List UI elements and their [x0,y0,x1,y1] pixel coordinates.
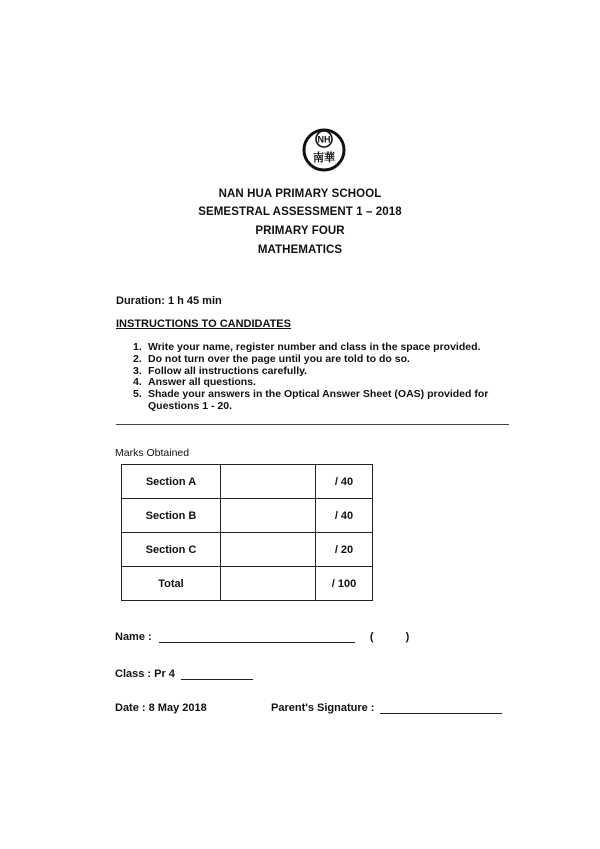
signature-row [271,702,502,714]
instruction-number: 2. [133,352,142,365]
signature-field[interactable] [380,713,502,714]
instruction-number: 1. [133,341,142,353]
instruction-text: Shade your answers in the Optical Answer Sheet (OAS) provided for Questions 1 - 20. [148,388,489,412]
register-number-field[interactable] [377,642,403,643]
class-field[interactable] [181,679,253,680]
instruction-item [133,354,513,366]
signature-label: Parent's Signature : [271,702,375,714]
marks-entry [221,533,316,567]
school-name: NAN HUA PRIMARY SCHOOL [218,188,382,200]
marks-entry [221,567,316,601]
logo-monogram: NH [317,134,331,145]
max-marks: / 40 [316,499,373,533]
name-row [115,631,409,643]
level: PRIMARY FOUR [255,225,345,237]
marks-entry [221,499,316,533]
subject: MATHEMATICS [257,244,343,256]
register-close-paren: ) [405,631,410,643]
marks-entry [221,465,316,499]
max-marks: / 100 [316,567,373,601]
duration: Duration: 1 h 45 min [116,295,222,307]
register-open-paren: ( [369,631,374,643]
marks-table [121,464,373,601]
instruction-number: 5. [133,388,142,401]
max-marks: / 20 [316,533,373,567]
class-label: Class : Pr 4 [115,668,175,680]
assessment-title: SEMESTRAL ASSESSMENT 1 – 2018 [198,206,402,218]
name-label: Name : [115,631,152,643]
table-row [122,465,373,499]
divider [116,424,509,425]
table-row [122,499,373,533]
section-label: Section A [122,465,221,499]
instruction-number: 3. [133,364,142,377]
date-label: Date : 8 May 2018 [115,702,207,714]
instruction-text: Follow all instructions carefully. [148,364,308,377]
instructions-list [133,342,513,413]
section-label: Total [122,567,221,601]
table-row [122,567,373,601]
instructions-title: INSTRUCTIONS TO CANDIDATES [116,318,291,330]
logo-chinese: 南華 [313,151,335,164]
name-field[interactable] [159,642,355,643]
marks-obtained-label: Marks Obtained [115,447,190,459]
instruction-number: 4. [133,376,142,389]
section-label: Section B [122,499,221,533]
section-label: Section C [122,533,221,567]
max-marks: / 40 [316,465,373,499]
instruction-text: Answer all questions. [148,376,256,389]
instruction-item [133,389,513,413]
instruction-text: Write your name, register number and class in the space provided. [148,341,481,353]
instruction-text: Do not turn over the page until you are told to do so. [148,352,410,365]
school-logo [297,126,351,172]
class-row [115,668,253,680]
table-row [122,533,373,567]
